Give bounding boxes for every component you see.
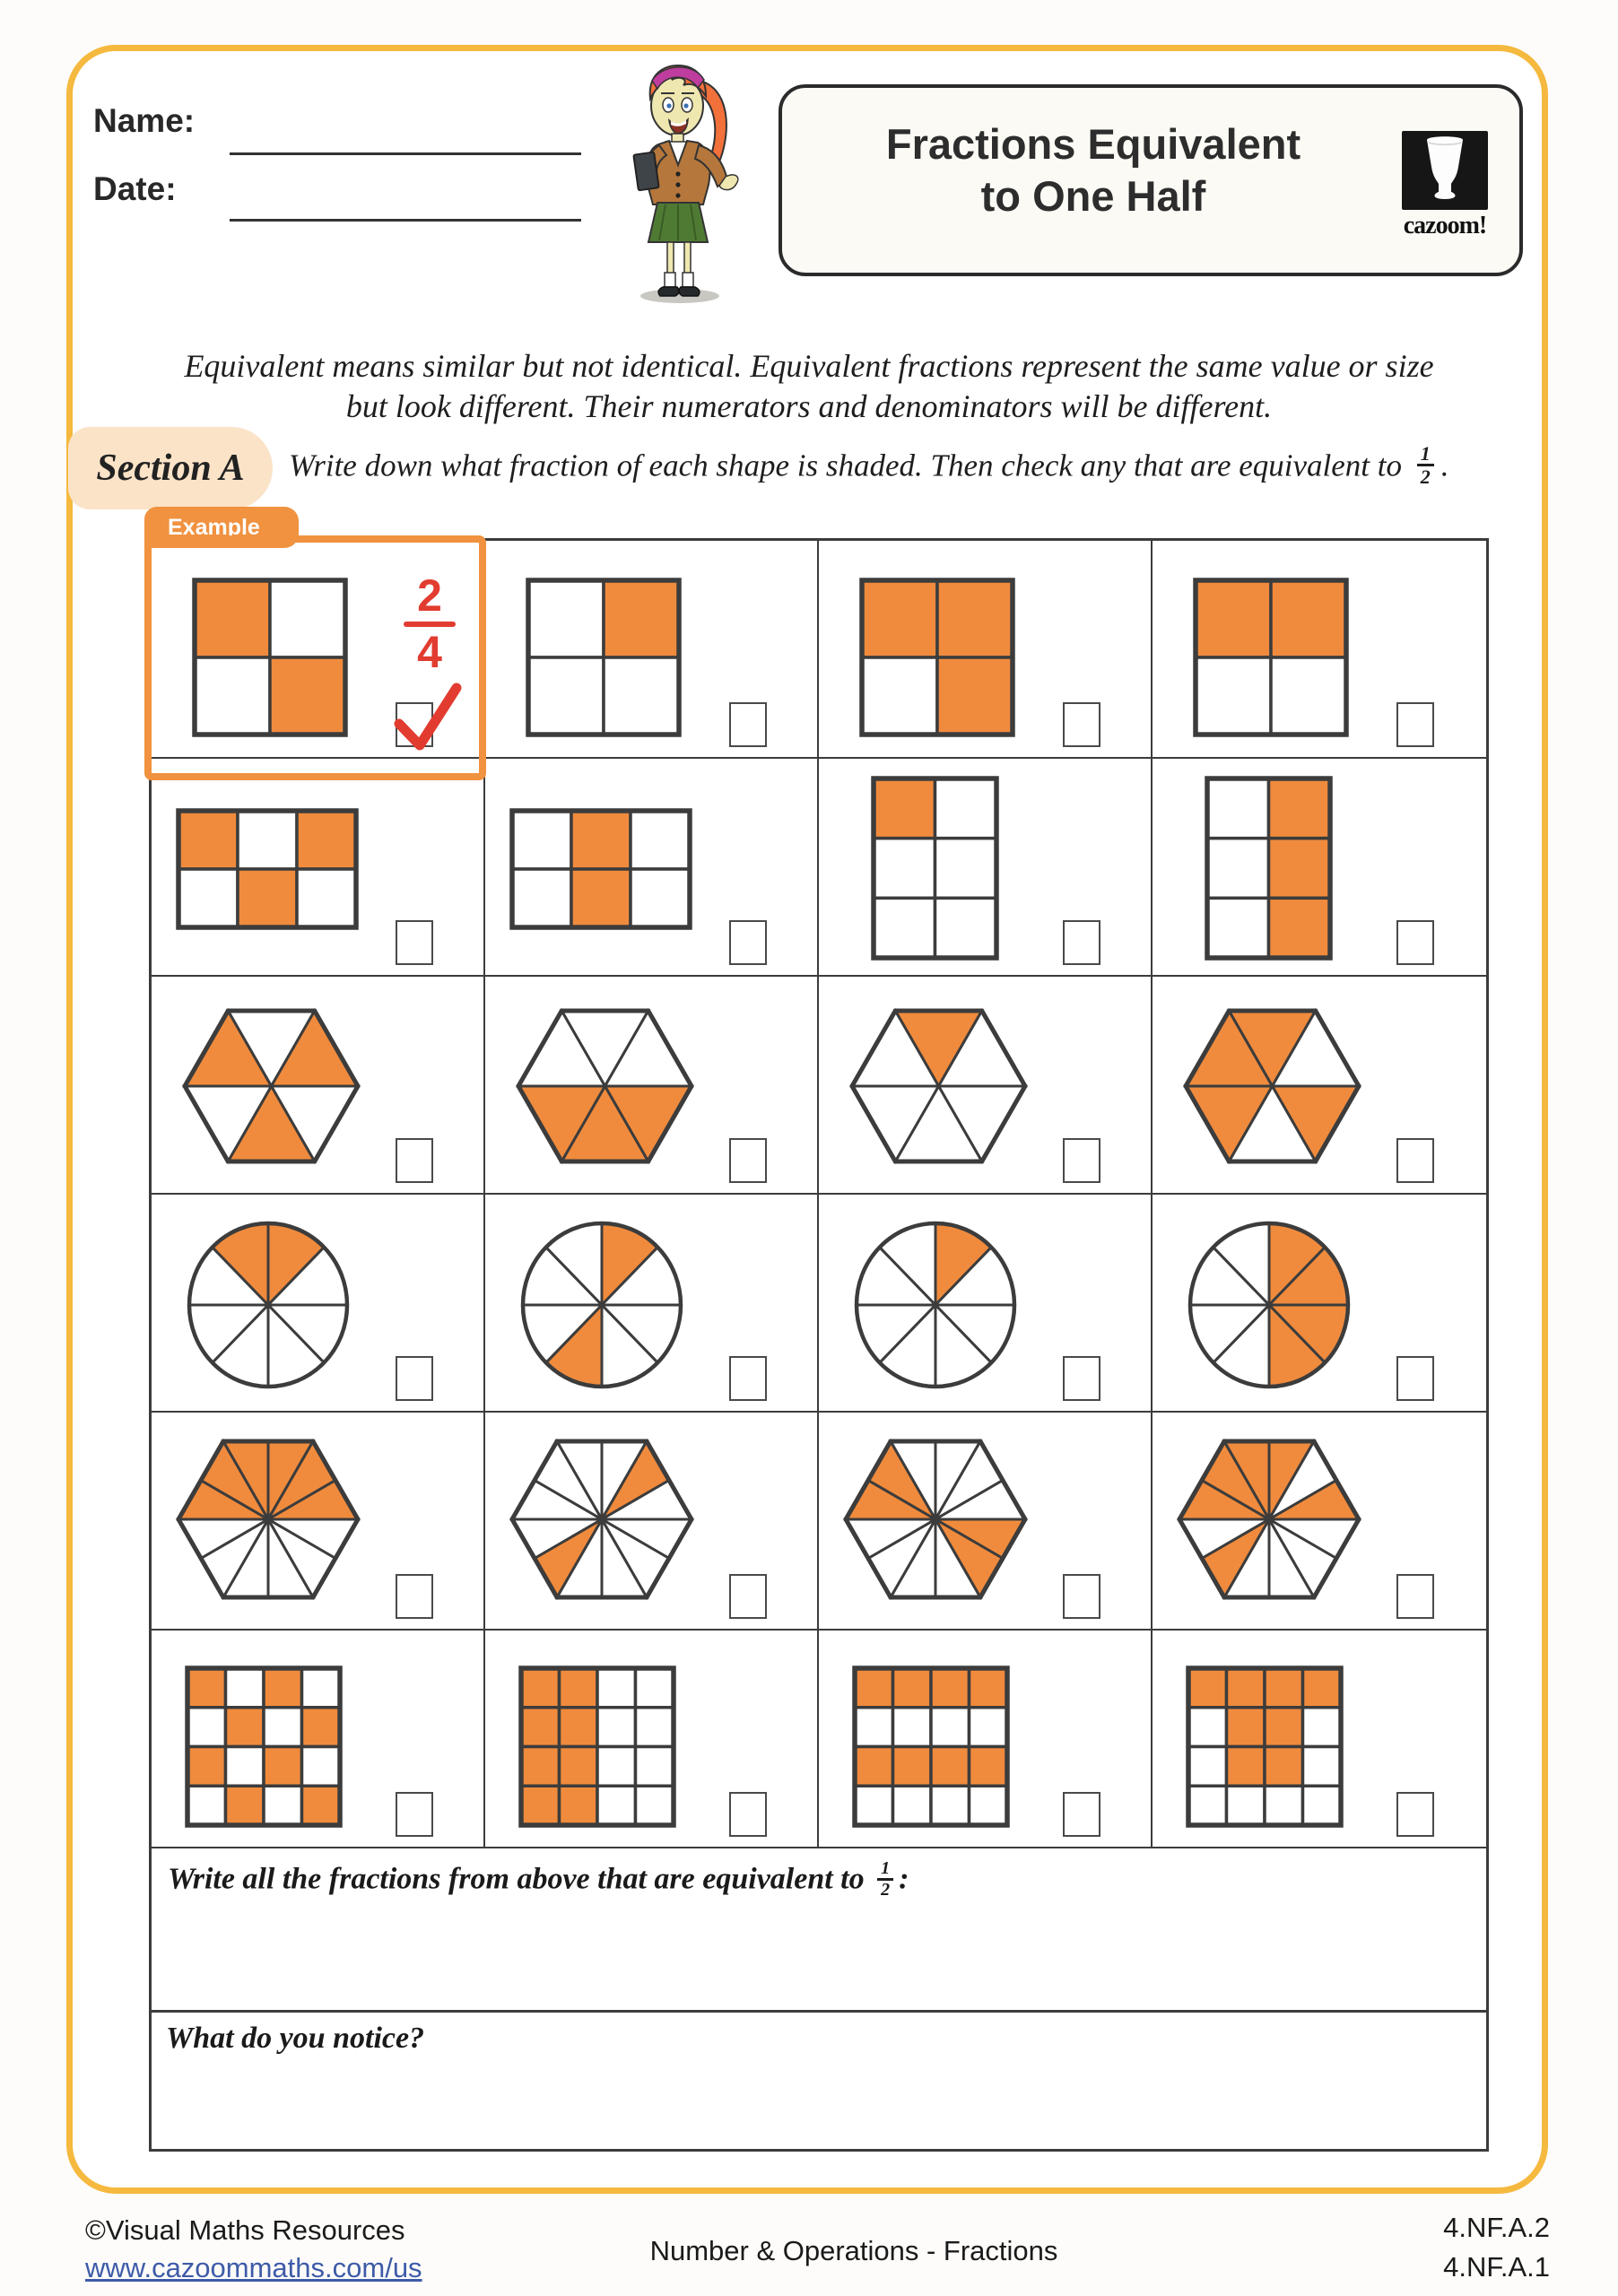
grid-cell-r2c4 [1153,759,1486,977]
instruction-text: Write down what fraction of each shape is shaded. Then check any that are equivalent to [289,448,1402,483]
footer-standards [1443,2208,1550,2287]
shaded-shape-circle8 [855,1222,1016,1393]
equivalent-checkbox[interactable] [1396,1792,1434,1837]
equivalent-checkbox[interactable] [729,1792,767,1837]
name-label: Name: [93,102,196,139]
red-checkmark-icon [392,681,464,754]
date-input-line[interactable] [230,219,581,222]
grid-cell-r6c1 [152,1631,485,1848]
worksheet-grid [149,514,1489,2152]
notice-prompt: What do you notice? [166,2022,425,2055]
grid-cell-r3c4 [1153,977,1486,1195]
equivalent-checkbox[interactable] [396,1574,433,1619]
equivalent-checkbox[interactable] [1396,1138,1434,1183]
equivalent-checkbox[interactable] [396,920,433,965]
grid-cell-r5c2 [485,1413,819,1631]
shaded-shape-hex6 [852,1011,1025,1166]
shaded-shape-square4 [1196,580,1346,739]
grid-cell-r2c1 [152,759,485,977]
write-prompt-colon: : [899,1862,909,1896]
equivalent-checkbox[interactable] [396,1356,433,1401]
shaded-shape-square16 [855,1668,1007,1830]
intro-line-1: Equivalent means similar but not identical. Equivalent fractions represent the same value or size [184,348,1434,384]
footer-website-link[interactable]: www.cazoommaths.com/us [85,2251,422,2283]
cazoom-logo [1390,131,1500,240]
footer-topic: Number & Operations - Fractions [649,2235,1058,2266]
shaded-shape-circle8 [521,1222,683,1393]
equivalent-checkbox[interactable] [1396,1574,1434,1619]
grid-cell-r2c3 [819,759,1153,977]
shaded-shape-rect3x2 [178,811,356,932]
grid-cell-r3c1 [152,977,485,1195]
one-half-fraction: $\frac{1}{2}$ [1417,443,1434,487]
equivalent-checkbox[interactable] [1063,920,1100,965]
pint-glass-icon [1390,131,1500,210]
equivalent-checkbox[interactable] [1396,702,1434,747]
shaded-shape-square16 [187,1668,340,1830]
what-do-you-notice-box[interactable] [152,2013,1486,2149]
grid-cell-r1c3 [819,541,1153,759]
shaded-shape-square4 [528,580,679,739]
shaded-shape-hex12 [1179,1441,1359,1602]
example-numerator: 2 [417,570,442,621]
equivalent-checkbox[interactable] [1063,702,1100,747]
shaded-shape-hex12 [178,1441,358,1602]
standard-1: 4.NF.A.2 [1443,2212,1550,2243]
example-denominator: 4 [417,627,442,677]
grid-cell-r1c4 [1153,541,1486,759]
example-tab-label: Example [144,507,299,548]
equivalent-checkbox[interactable] [1063,1356,1100,1401]
equivalent-checkbox[interactable] [729,1138,767,1183]
shaded-shape-square4 [195,580,345,739]
grid-cell-r1c1 [152,514,485,759]
grid-cell-r4c4 [1153,1195,1486,1413]
shaded-shape-square16 [1188,1668,1341,1830]
write-prompt: Write all the fractions from above that are equivalent to [168,1862,865,1896]
shape-cells [152,514,1486,1848]
shaded-shape-square16 [521,1668,674,1830]
title-box [779,84,1523,276]
worksheet-title [802,118,1385,223]
cazoom-wordmark: cazoom! [1403,212,1487,239]
equivalent-checkbox[interactable] [1396,1356,1434,1401]
shaded-shape-circle8 [1188,1222,1350,1393]
shaded-shape-rect3x2 [512,811,690,932]
standard-2: 4.NF.A.1 [1443,2251,1550,2283]
intro-text [136,346,1482,428]
shaded-shape-hex6 [518,1011,692,1166]
shaded-shape-hex6 [185,1011,358,1166]
shaded-shape-circle8 [187,1222,349,1393]
equivalent-checkbox[interactable] [1063,1574,1100,1619]
shaded-shape-hex12 [512,1441,692,1602]
equivalent-checkbox[interactable] [729,920,767,965]
grid-cell-r1c2 [485,541,819,759]
grid-cell-r6c3 [819,1631,1153,1848]
section-a-instruction [289,442,1544,491]
equivalent-checkbox[interactable] [1063,1792,1100,1837]
title-line-2: to One Half [980,172,1206,221]
write-equivalent-fractions-box[interactable] [152,1848,1486,2013]
equivalent-checkbox[interactable] [729,702,767,747]
equivalent-checkbox[interactable] [1063,1138,1100,1183]
shaded-shape-rect2x3 [1207,778,1330,962]
equivalent-checkbox[interactable] [396,1138,433,1183]
date-label: Date: [93,170,177,207]
grid-cell-r4c3 [819,1195,1153,1413]
grid-cell-r5c1 [152,1413,485,1631]
grid-cell-r4c2 [485,1195,819,1413]
shaded-shape-rect2x3 [874,778,996,962]
equivalent-checkbox[interactable] [729,1574,767,1619]
shaded-shape-hex6 [1186,1011,1359,1166]
equivalent-checkbox[interactable] [1396,920,1434,965]
equivalent-checkbox[interactable] [396,1792,433,1837]
instruction-period: . [1440,448,1449,483]
grid-cell-r3c2 [485,977,819,1195]
grid-cell-r5c3 [819,1413,1153,1631]
section-a-label: Section A [68,427,273,509]
one-half-fraction-small: $\frac{1}{2}$ [877,1859,893,1900]
grid-cell-r6c4 [1153,1631,1486,1848]
name-input-line[interactable] [230,152,581,155]
footer-copyright: ©Visual Maths Resources [85,2214,405,2246]
grid-cell-r5c4 [1153,1413,1486,1631]
grid-cell-r6c2 [485,1631,819,1848]
intro-line-2: but look different. Their numerators and denominators will be different. [345,388,1273,425]
shaded-shape-square4 [862,580,1013,739]
grid-cell-r3c3 [819,977,1153,1195]
mascot-girl-illustration [594,48,764,309]
title-line-1: Fractions Equivalent [885,120,1301,168]
grid-cell-r2c2 [485,759,819,977]
example-answer-fraction [401,570,458,677]
equivalent-checkbox[interactable] [729,1356,767,1401]
grid-cell-r4c1 [152,1195,485,1413]
shaded-shape-hex12 [846,1441,1025,1602]
